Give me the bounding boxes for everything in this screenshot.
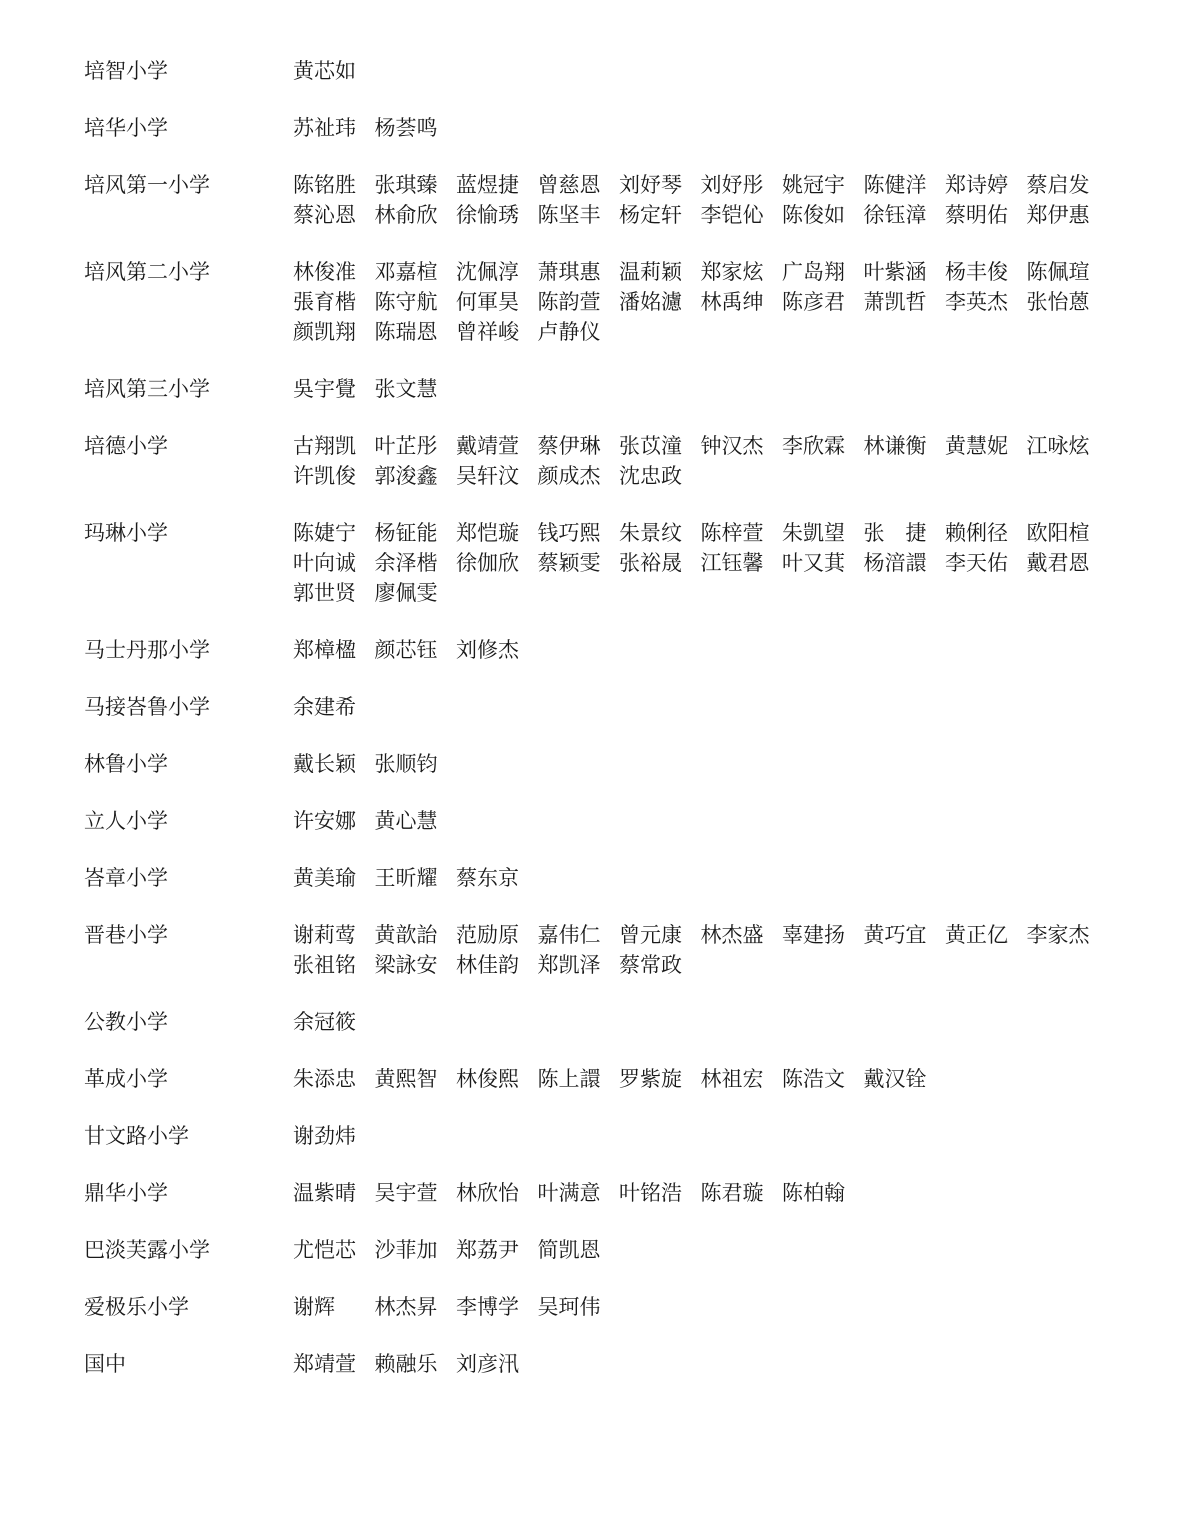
student-name: 郑靖萱 [293, 1352, 356, 1376]
student-name: 罗紫旋 [619, 1067, 682, 1091]
student-name: 戴君恩 [1026, 551, 1090, 575]
student-name: 李家杰 [1026, 923, 1090, 947]
student-name: 温紫晴 [293, 1181, 356, 1205]
student-name: 颜芯钰 [374, 638, 438, 662]
school-entry [84, 1121, 1114, 1151]
student-name: 王昕耀 [374, 866, 438, 890]
school-name: 公教小学 [84, 1010, 168, 1034]
student-name: 曾慈恩 [537, 173, 601, 197]
school-entry [84, 1178, 1114, 1208]
student-name: 廖佩雯 [374, 581, 438, 605]
student-name: 尤恺芯 [293, 1238, 356, 1262]
student-name: 张顺钧 [374, 752, 438, 776]
student-name: 广岛翔 [782, 260, 845, 284]
school-name: 巴淡芙露小学 [84, 1238, 210, 1262]
student-name: 姚冠宇 [782, 173, 845, 197]
student-name: 蔡启发 [1026, 173, 1090, 197]
student-name: 蔡明佑 [945, 203, 1008, 227]
student-name: 朱添忠 [293, 1067, 356, 1091]
student-name: 黄熙智 [374, 1067, 438, 1091]
student-name: 李博学 [456, 1295, 519, 1319]
school-name: 爱极乐小学 [84, 1295, 189, 1319]
school-entry [84, 1007, 1114, 1037]
school-entry [84, 374, 1114, 404]
school-name: 培德小学 [84, 434, 168, 458]
student-name: 徐钰漳 [863, 203, 927, 227]
student-name: 陈韵萱 [537, 290, 601, 314]
school-name: 培风第二小学 [84, 260, 210, 284]
student-name: 刘妤彤 [700, 173, 764, 197]
student-name: 李欣霖 [782, 434, 845, 458]
student-name: 李天佑 [945, 551, 1008, 575]
student-name: 戴长颖 [293, 752, 356, 776]
student-name: 陈坚丰 [537, 203, 601, 227]
student-name: 郭世贤 [293, 581, 356, 605]
student-name: 梁詠安 [374, 953, 438, 977]
student-name: 林禹绅 [700, 290, 764, 314]
student-name: 赖俐径 [945, 521, 1008, 545]
student-names [293, 692, 1113, 722]
student-name: 余泽楷 [374, 551, 438, 575]
student-names [293, 1064, 1113, 1094]
student-name: 黄正亿 [945, 923, 1008, 947]
student-name: 戴靖萱 [456, 434, 519, 458]
school-entry [84, 1235, 1114, 1265]
student-name: 吳宇覺 [293, 377, 356, 401]
student-names [293, 920, 1113, 980]
school-name: 国中 [84, 1352, 126, 1376]
student-name: 颜成杰 [537, 464, 601, 488]
student-name: 叶又萁 [782, 551, 845, 575]
school-entry [84, 1064, 1114, 1094]
student-name: 杨钲能 [374, 521, 438, 545]
student-name: 张文慧 [374, 377, 438, 401]
school-entry [84, 863, 1114, 893]
student-name: 黄美瑜 [293, 866, 356, 890]
student-name: 余建希 [293, 695, 356, 719]
student-name: 陈君璇 [700, 1181, 764, 1205]
school-entry [84, 56, 1114, 86]
student-name: 卢静仪 [537, 320, 601, 344]
student-name: 刘妤琴 [619, 173, 682, 197]
student-name: 張育楷 [293, 290, 356, 314]
student-name: 吴轩汶 [456, 464, 519, 488]
student-name: 林杰盛 [700, 923, 764, 947]
student-name: 郑樟楹 [293, 638, 356, 662]
school-entry [84, 1349, 1114, 1379]
school-entry [84, 749, 1114, 779]
student-name: 张怡蒽 [1026, 290, 1090, 314]
school-entry [84, 257, 1114, 347]
student-name: 陈彦君 [782, 290, 845, 314]
student-name: 邓嘉楦 [374, 260, 438, 284]
student-name: 黄歆詒 [374, 923, 438, 947]
student-name: 萧凯哲 [863, 290, 927, 314]
student-name: 范励原 [456, 923, 519, 947]
student-name: 谢辉 [293, 1295, 335, 1319]
student-name: 陈俊如 [782, 203, 845, 227]
student-name: 张祖铭 [293, 953, 356, 977]
student-name: 叶芷彤 [374, 434, 438, 458]
student-name: 徐伽欣 [456, 551, 519, 575]
student-name: 林杰昇 [374, 1295, 438, 1319]
student-name: 郑恺璇 [456, 521, 519, 545]
student-name: 曾祥峻 [456, 320, 519, 344]
student-name: 欧阳楦 [1026, 521, 1090, 545]
student-name: 陈铭胜 [293, 173, 356, 197]
student-name: 林俊熙 [456, 1067, 519, 1091]
school-name: 玛琳小学 [84, 521, 168, 545]
school-name: 马接峇鲁小学 [84, 695, 210, 719]
student-name: 古翔凯 [293, 434, 356, 458]
student-name: 李英杰 [945, 290, 1008, 314]
school-entry [84, 806, 1114, 836]
school-name: 林鲁小学 [84, 752, 168, 776]
student-name: 叶铭浩 [619, 1181, 682, 1205]
school-name: 培风第一小学 [84, 173, 210, 197]
student-name: 林谦衡 [863, 434, 927, 458]
student-name: 朱凱望 [782, 521, 845, 545]
school-name: 鼎华小学 [84, 1181, 168, 1205]
student-name: 吴珂伟 [537, 1295, 601, 1319]
student-names [293, 863, 1113, 893]
student-name: 谢劲炜 [293, 1124, 356, 1148]
student-names [293, 113, 1113, 143]
student-names [293, 518, 1113, 608]
student-name: 杨定轩 [619, 203, 682, 227]
school-list [84, 56, 1114, 1406]
student-name: 戴汉铨 [863, 1067, 927, 1091]
student-name: 郑家炫 [700, 260, 764, 284]
school-name: 甘文路小学 [84, 1124, 189, 1148]
student-names [293, 1178, 1113, 1208]
school-name: 峇章小学 [84, 866, 168, 890]
school-entry [84, 518, 1114, 608]
student-names [293, 1121, 1113, 1151]
school-entry [84, 635, 1114, 665]
student-name: 陈佩瑄 [1026, 260, 1090, 284]
student-names [293, 257, 1113, 347]
student-name: 辜建扬 [782, 923, 845, 947]
school-name: 革成小学 [84, 1067, 168, 1091]
student-name: 陈婕宁 [293, 521, 356, 545]
student-names [293, 1235, 1113, 1265]
student-names [293, 1292, 1113, 1322]
student-name: 杨荟鸣 [374, 116, 438, 140]
student-name: 陈瑞恩 [374, 320, 438, 344]
student-name: 吴宇萱 [374, 1181, 438, 1205]
student-name: 陈梓萱 [700, 521, 764, 545]
student-name: 钟汉杰 [700, 434, 764, 458]
student-name: 杨丰俊 [945, 260, 1008, 284]
school-entry [84, 692, 1114, 722]
student-names [293, 431, 1113, 491]
student-name: 江钰馨 [700, 551, 764, 575]
student-name: 林祖宏 [700, 1067, 764, 1091]
school-name: 培智小学 [84, 59, 168, 83]
student-names [293, 806, 1113, 836]
student-name: 蔡东京 [456, 866, 519, 890]
student-name: 林佳韵 [456, 953, 519, 977]
student-name: 黄慧妮 [945, 434, 1008, 458]
student-name: 蔡沁恩 [293, 203, 356, 227]
student-names [293, 635, 1113, 665]
student-name: 陈守航 [374, 290, 438, 314]
student-name: 沈忠政 [619, 464, 682, 488]
student-name: 沙菲加 [374, 1238, 438, 1262]
school-name: 立人小学 [84, 809, 168, 833]
student-names [293, 170, 1113, 230]
student-names [293, 1349, 1113, 1379]
student-name: 郑凯泽 [537, 953, 601, 977]
student-name: 陈上譞 [537, 1067, 601, 1091]
student-name: 许凯俊 [293, 464, 356, 488]
student-name: 叶紫涵 [863, 260, 927, 284]
student-name: 徐愉琇 [456, 203, 519, 227]
student-name: 许安娜 [293, 809, 356, 833]
student-name: 叶满意 [537, 1181, 601, 1205]
student-name: 黄心慧 [374, 809, 438, 833]
school-entry [84, 431, 1114, 491]
student-name: 温莉颖 [619, 260, 682, 284]
student-name: 林俊准 [293, 260, 356, 284]
school-entry [84, 1292, 1114, 1322]
student-name: 叶向诚 [293, 551, 356, 575]
student-name: 钱巧熙 [537, 521, 601, 545]
school-name: 培风第三小学 [84, 377, 210, 401]
student-name: 黄巧宜 [863, 923, 927, 947]
student-name: 嘉伟仁 [537, 923, 601, 947]
school-name: 晋巷小学 [84, 923, 168, 947]
student-name: 黄芯如 [293, 59, 356, 83]
student-name: 蔡常政 [619, 953, 682, 977]
student-name: 何軍昊 [456, 290, 519, 314]
student-name: 简凯恩 [537, 1238, 601, 1262]
student-name: 曾元康 [619, 923, 682, 947]
student-name: 朱景纹 [619, 521, 682, 545]
school-entry [84, 170, 1114, 230]
student-name: 陈柏翰 [782, 1181, 845, 1205]
student-name: 林俞欣 [374, 203, 438, 227]
student-name: 颜凯翔 [293, 320, 356, 344]
student-name: 蔡伊琳 [537, 434, 601, 458]
student-name: 张琪臻 [374, 173, 438, 197]
student-name: 赖融乐 [374, 1352, 438, 1376]
student-name: 蓝煜捷 [456, 173, 519, 197]
student-name: 郑荔尹 [456, 1238, 519, 1262]
school-name: 培华小学 [84, 116, 168, 140]
student-name: 余冠筱 [293, 1010, 356, 1034]
student-name: 刘彦汛 [456, 1352, 519, 1376]
student-name: 郑伊惠 [1026, 203, 1090, 227]
student-name: 郭浚鑫 [374, 464, 438, 488]
student-name: 杨湆譞 [863, 551, 927, 575]
student-name: 蔡颖雯 [537, 551, 601, 575]
student-name: 张 捷 [863, 521, 927, 545]
student-name: 苏祉玮 [293, 116, 356, 140]
student-name: 林欣怡 [456, 1181, 519, 1205]
student-name: 谢莉莺 [293, 923, 356, 947]
student-names [293, 749, 1113, 779]
student-names [293, 374, 1113, 404]
school-entry [84, 920, 1114, 980]
student-name: 郑诗婷 [945, 173, 1008, 197]
student-names [293, 1007, 1113, 1037]
student-name: 陈健洋 [863, 173, 927, 197]
student-name: 刘修杰 [456, 638, 519, 662]
student-name: 张裕晟 [619, 551, 682, 575]
school-name: 马士丹那小学 [84, 638, 210, 662]
student-name: 陈浩文 [782, 1067, 845, 1091]
student-name: 江咏炫 [1026, 434, 1090, 458]
student-name: 萧琪惠 [537, 260, 601, 284]
student-name: 潘姳濾 [619, 290, 682, 314]
student-name: 李铠伈 [700, 203, 764, 227]
school-entry [84, 113, 1114, 143]
student-names [293, 56, 1113, 86]
student-name: 张苡潼 [619, 434, 682, 458]
student-name: 沈佩淳 [456, 260, 519, 284]
